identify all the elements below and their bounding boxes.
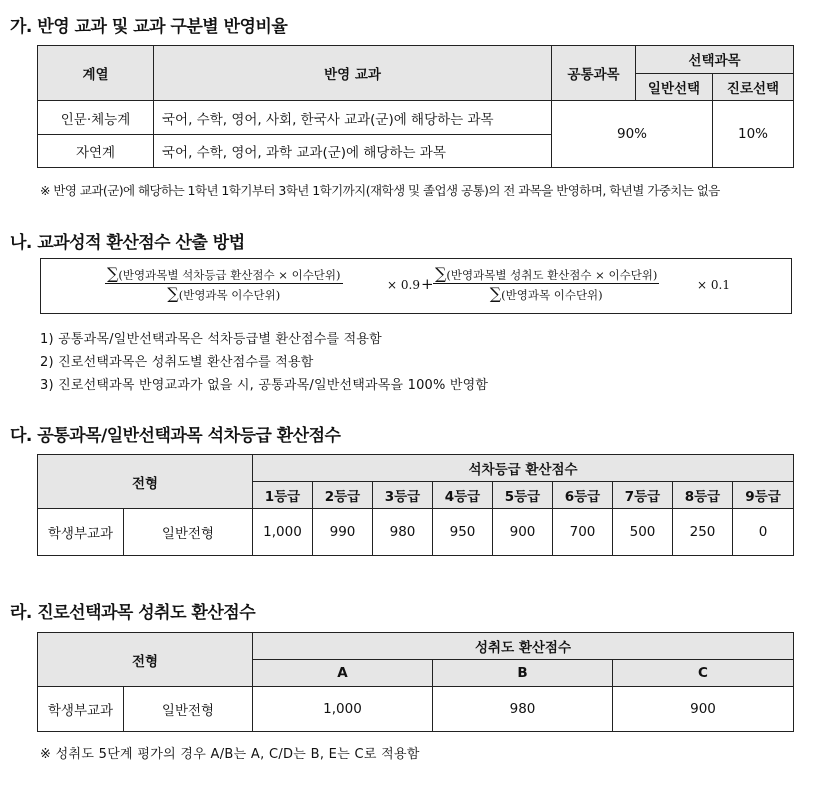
grade-score: 990 [313, 509, 373, 556]
formula-term1-denominator: (반영과목 이수단위) [178, 288, 281, 302]
grade-score: 0 [733, 509, 794, 556]
grade-header: 7등급 [613, 482, 673, 509]
rule-3: 3) 진로선택과목 반영교과가 없을 시, 공통과목/일반선택과목을 100% 반영함 [40, 378, 489, 393]
grade-score: 950 [433, 509, 493, 556]
grade-header: 1등급 [253, 482, 313, 509]
level-header: A [253, 660, 433, 687]
row-type: 일반전형 [124, 509, 253, 556]
row-type: 일반전형 [124, 687, 253, 732]
formula-term1-numerator: (반영과목별 석차등급 환산점수 × 이수단위) [118, 268, 341, 282]
grade-header: 2등급 [313, 482, 373, 509]
grade-score: 250 [673, 509, 733, 556]
grade-header: 3등급 [373, 482, 433, 509]
rule-2: 2) 진로선택과목은 성취도별 환산점수를 적용함 [40, 355, 314, 370]
formula-fraction-1 [105, 264, 343, 303]
level-score: 980 [433, 687, 613, 732]
grade-score: 700 [553, 509, 613, 556]
row-track-science: 자연계 [38, 135, 154, 168]
ratio-common-general: 90% [552, 101, 713, 168]
row-track-humanities: 인문·체능계 [38, 101, 154, 135]
formula-weight-1: × 0.9 [387, 278, 420, 292]
grade-score: 1,000 [253, 509, 313, 556]
grade-header: 4등급 [433, 482, 493, 509]
achievement-score-table [37, 632, 794, 732]
reflection-ratio-table [37, 45, 794, 168]
grade-score: 900 [493, 509, 553, 556]
level-score: 900 [613, 687, 794, 732]
rule-1: 1) 공통과목/일반선택과목은 석차등급별 환산점수를 적용함 [40, 332, 382, 347]
row-subjects-science: 국어, 수학, 영어, 과학 교과(군)에 해당하는 과목 [154, 135, 552, 168]
row-subjects-humanities: 국어, 수학, 영어, 사회, 한국사 교과(군)에 해당하는 과목 [154, 101, 552, 135]
level-header: C [613, 660, 794, 687]
grade-score: 980 [373, 509, 433, 556]
header-achievement-scores: 성취도 환산점수 [253, 633, 794, 660]
header-admission: 전형 [38, 455, 253, 509]
header-general-elective: 일반선택 [636, 73, 713, 101]
formula-term2-numerator: (반영과목별 성취도 환산점수 × 이수단위) [446, 268, 658, 282]
header-subjects: 반영 교과 [154, 46, 552, 101]
section-c-heading: 다. 공통과목/일반선택과목 석차등급 환산점수 [10, 426, 341, 446]
ratio-career: 10% [713, 101, 794, 168]
header-elective: 선택과목 [636, 46, 794, 74]
formula-term2-denominator: (반영과목 이수단위) [501, 288, 603, 302]
grade-header: 6등급 [553, 482, 613, 509]
grade-header: 8등급 [673, 482, 733, 509]
section-a-heading: 가. 반영 교과 및 교과 구분별 반영비율 [10, 17, 288, 37]
row-unit: 학생부교과 [38, 687, 124, 732]
formula-weight-2: × 0.1 [697, 278, 730, 292]
header-career-elective: 진로선택 [713, 73, 794, 101]
grade-header: 5등급 [493, 482, 553, 509]
section-d-note: ※ 성취도 5단계 평가의 경우 A/B는 A, C/D는 B, E는 C로 적용함 [40, 747, 420, 762]
level-header: B [433, 660, 613, 687]
grade-score: 500 [613, 509, 673, 556]
header-common: 공통과목 [552, 46, 636, 101]
formula-fraction-2 [433, 264, 659, 303]
sigma-icon: ∑ [107, 264, 119, 283]
sigma-icon: ∑ [489, 284, 502, 303]
rank-grade-score-table [37, 454, 794, 556]
grade-header: 9등급 [733, 482, 794, 509]
header-admission: 전형 [38, 633, 253, 687]
score-formula [40, 258, 792, 314]
section-a-note: ※ 반영 교과(군)에 해당하는 1학년 1학기부터 3학년 1학기까지(재학생 및 졸업생 공통)의 전 과목을 반영하며, 학년별 가중치는 없음 [40, 183, 720, 198]
sigma-icon: ∑ [435, 264, 447, 283]
level-score: 1,000 [253, 687, 433, 732]
row-unit: 학생부교과 [38, 509, 124, 556]
sigma-icon: ∑ [167, 284, 179, 303]
formula-plus: + [421, 275, 434, 293]
header-rank-scores: 석차등급 환산점수 [253, 455, 794, 482]
section-d-heading: 라. 진로선택과목 성취도 환산점수 [10, 603, 256, 623]
header-track: 계열 [38, 46, 154, 101]
section-b-heading: 나. 교과성적 환산점수 산출 방법 [10, 233, 245, 253]
